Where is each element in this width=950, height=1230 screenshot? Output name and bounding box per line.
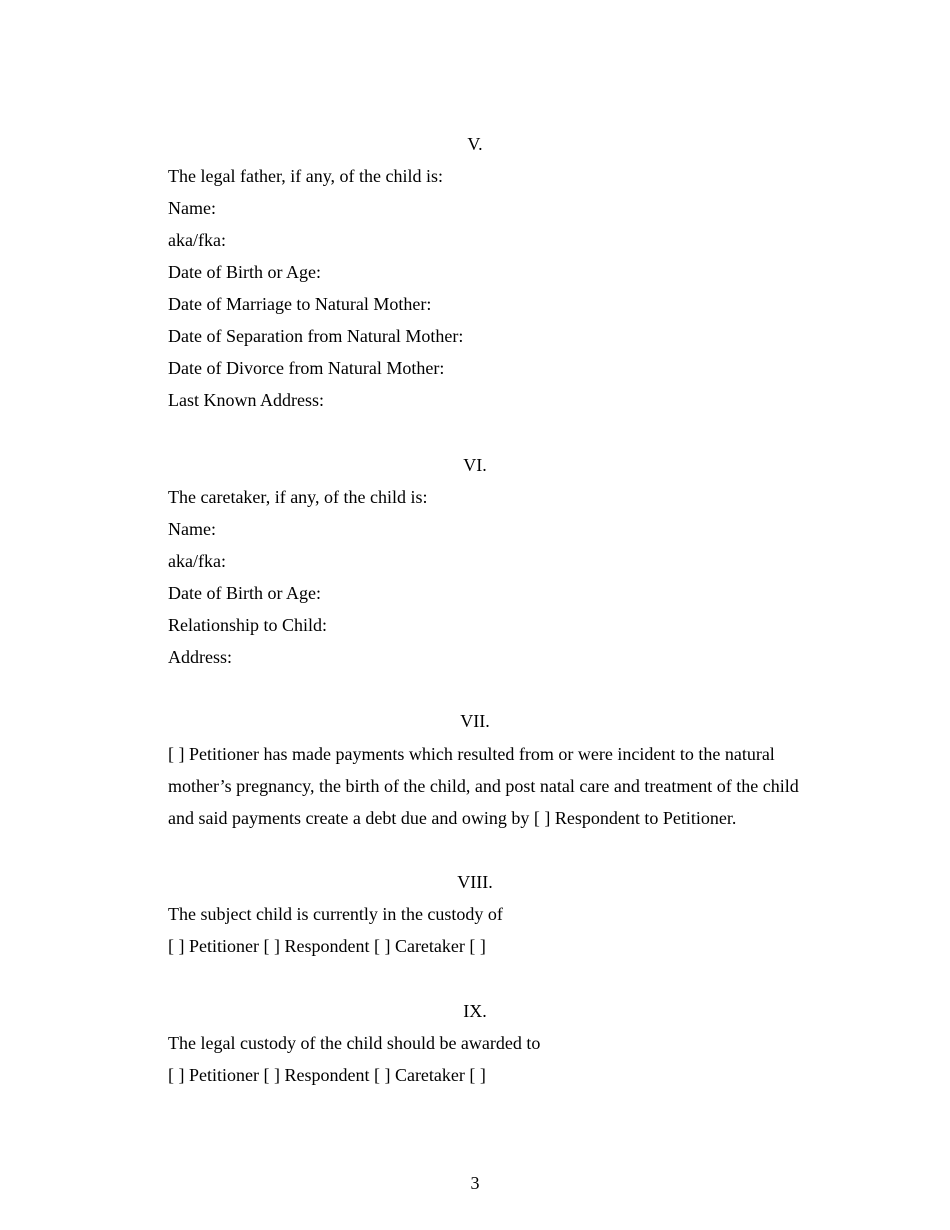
section-v-heading: V. <box>467 134 483 154</box>
caretaker-name-field: Name: <box>168 519 216 539</box>
section-vii-heading: VII. <box>460 711 490 731</box>
father-divorce-date-field: Date of Divorce from Natural Mother: <box>168 358 445 378</box>
payments-line: [ ] Petitioner has made payments which resulted from or were incident to the natural <box>168 744 775 764</box>
legal-custody-options: [ ] Petitioner [ ] Respondent [ ] Caretaker [ ] <box>168 1065 486 1085</box>
section-ix-heading: IX. <box>463 1001 487 1021</box>
father-aka-field: aka/fka: <box>168 230 226 250</box>
section-viii-heading: VIII. <box>457 872 493 892</box>
payments-line: mother’s pregnancy, the birth of the child, and post natal care and treatment of the child <box>168 776 799 796</box>
current-custody-options: [ ] Petitioner [ ] Respondent [ ] Caretaker [ ] <box>168 936 486 956</box>
father-name-field: Name: <box>168 198 216 218</box>
page-number: 3 <box>470 1173 480 1193</box>
section-vi-heading: VI. <box>463 455 487 475</box>
section-vi-intro: The caretaker, if any, of the child is: <box>168 487 428 507</box>
father-separation-date-field: Date of Separation from Natural Mother: <box>168 326 464 346</box>
caretaker-aka-field: aka/fka: <box>168 551 226 571</box>
payments-paragraph <box>168 738 828 834</box>
legal-custody-intro: The legal custody of the child should be awarded to <box>168 1033 541 1053</box>
caretaker-relationship-field: Relationship to Child: <box>168 615 328 635</box>
caretaker-dob-field: Date of Birth or Age: <box>168 583 321 603</box>
father-dob-field: Date of Birth or Age: <box>168 262 321 282</box>
father-marriage-date-field: Date of Marriage to Natural Mother: <box>168 294 432 314</box>
father-address-field: Last Known Address: <box>168 390 324 410</box>
payments-line: and said payments create a debt due and owing by [ ] Respondent to Petitioner. <box>168 808 737 828</box>
section-v-intro: The legal father, if any, of the child is: <box>168 166 444 186</box>
caretaker-address-field: Address: <box>168 647 232 667</box>
current-custody-intro: The subject child is currently in the custody of <box>168 904 503 924</box>
